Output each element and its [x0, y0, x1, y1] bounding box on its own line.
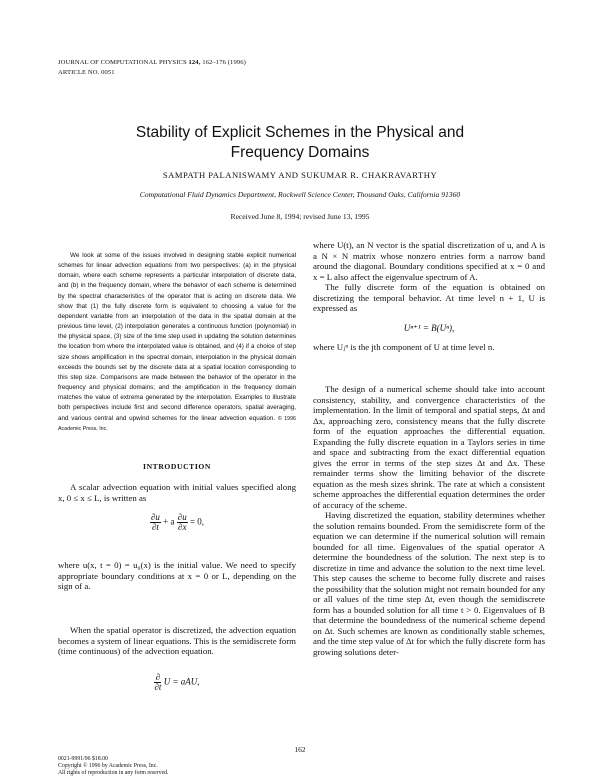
journal-volume: 124,	[188, 59, 201, 66]
equation-semidiscrete	[58, 673, 296, 692]
intro-p1: A scalar advection equation with initial values specified along x, 0 ≤ x ≤ L, is written as	[58, 482, 296, 503]
copyright-footer	[58, 756, 168, 777]
footer-line-2: Copyright © 1996 by Academic Press, Inc.	[58, 763, 158, 769]
intro-paragraph-3	[58, 625, 296, 692]
right-p3: where Uⱼⁿ is the jth component of U at time level n.	[313, 342, 495, 352]
paper-title	[0, 123, 600, 163]
eq1-den2: ∂x	[178, 522, 187, 532]
eq2-num: ∂	[155, 671, 161, 682]
journal-name: JOURNAL OF COMPUTATIONAL PHYSICS	[58, 59, 187, 66]
authors: SAMPATH PALANISWAMY AND SUKUMAR R. CHAKRAVARTHY	[162, 170, 438, 180]
eq1-end: = 0,	[189, 516, 205, 527]
journal-header	[58, 58, 246, 78]
journal-pages: 162–176 (1996)	[202, 59, 246, 66]
title-line-1: Stability of Explicit Schemes in the Physical and	[135, 124, 465, 141]
title-line-2: Frequency Domains	[230, 144, 370, 161]
right-column-bottom	[313, 384, 545, 657]
eq2-rest: U = aAU,	[163, 676, 200, 687]
eq1-mid: + a	[163, 516, 175, 527]
footer-line-3: All rights of reproduction in any form reserved.	[58, 770, 169, 776]
affiliation: Computational Fluid Dynamics Department, Rockwell Science Center, Thousand Oaks, California 91360	[139, 190, 461, 199]
eq2-den: ∂t	[154, 681, 162, 692]
footer-line-1: 0021-9991/96 $18.00	[58, 756, 108, 762]
article-number: ARTICLE NO. 0051	[58, 69, 115, 76]
section-heading-introduction: INTRODUCTION	[143, 462, 211, 471]
equation-fully-discrete: Uⁿ⁺¹ = B(Uⁿ),	[403, 322, 455, 333]
eq1-num1: ∂u	[150, 512, 160, 522]
abstract	[58, 251, 296, 434]
eq1-den1: ∂t	[151, 522, 159, 532]
intro-paragraph-1	[58, 482, 296, 532]
intro-paragraph-2	[58, 560, 296, 592]
right-p5: Having discretized the equation, stability determines whether the solution remains bounded. From the semidiscrete form of the equation we can determine if the numerical solution will remain bounded for all time. Eigenvalues of the spatial operator A determine the boundedness of the solution. The next step is to discretize in time and advance the solution to the next time level. This step causes the scheme to become fully discrete and raises the possibility that the solution might not remain bounded for any or all values of the time step Δt, even though the semidiscrete form has a bounded solution for all time t > 0. Eigenvalues of B that determine the boundedness of the numerical scheme depend on Δt. Such schemes are known as conditionally stable schemes, and the time step value of Δt for which the fully discrete form has growing solutions deter-	[313, 510, 545, 657]
eq1-num2: ∂u	[177, 512, 187, 522]
right-column-top	[313, 240, 545, 353]
received-date: Received June 8, 1994; revised June 13, 1995	[230, 212, 370, 221]
page-number: 162	[294, 745, 306, 754]
intro-p2: where u(x, t = 0) = u₀(x) is the initial value. We need to specify appropriate boundary conditions at x = 0 or L, depending on the sign of a.	[58, 560, 296, 591]
right-p2: The fully discrete form of the equation is obtained on discretizing the temporal behavior. At time level n + 1, U is expressed as	[313, 282, 545, 313]
abstract-text: We look at some of the issues involved in designing stable explicit numerical schemes for linear advection equations from two perspectives: (a) in the physical domain, where each scheme represents a particular interpolation of discrete data, and (b) in the frequency domain, where the behavior of each scheme is determined by the spectral characteristics of the operator that is acting on discrete data. We show that (1) the fully discrete form is equivalent to choosing a value for the dependent variable from an interpolation of the data in the spatial domain at the previous time level, (2) interpolation generates a continuous function (polynomial) in the physical space, (3) size of the time step used in updating the solution determines the location from where the interpolated value is obtained, and (4) if a choice of step size shows amplification in the spectral domain, interpolation in the physical domain exceeds the bounds set by the discrete data at a spatial location corresponding to this step size. Comparisons are made between the behavior of the operator in the frequency and physical domains; and the amplification in the frequency domain matches the value of extrema generated by the interpolation. Examples to illustrate both perspectives include first and second difference operators, spatial averaging, and various central and upwind schemes for the linear advection equation.	[58, 252, 296, 422]
abstract-copyright: © 1996 Academic Press, Inc.	[58, 415, 297, 432]
right-p1: where U(t), an N vector is the spatial discretization of u, and A is a N × N matrix whose nonzero entries form a narrow band around the diagonal. Boundary conditions specified at x = 0 and x = L also affect the eigenvalue spectrum of A.	[313, 240, 545, 282]
right-p4: The design of a numerical scheme should take into account consistency, stability, and convergence characteristics of the implementation. In the limit of temporal and spatial steps, Δt and Δx, approaching zero, consistency means that the fully discrete form of the equation approaches the differential equation. Expanding the fully discrete equation in a Taylors series in time and space and subtracting from the exact differential equation gives the error in terms of the step sizes Δt and Δx. These remainder terms show the limiting behavior of the discrete equation as the mesh sizes shrink. The rate at which a consistent scheme approaches the differential equation determines the order of accuracy of the scheme.	[313, 384, 545, 510]
intro-p3: When the spatial operator is discretized, the advection equation becomes a system of linear equations. This is the semidiscrete form (time continuous) of the advection equation.	[58, 625, 296, 656]
equation-advection	[58, 513, 296, 532]
